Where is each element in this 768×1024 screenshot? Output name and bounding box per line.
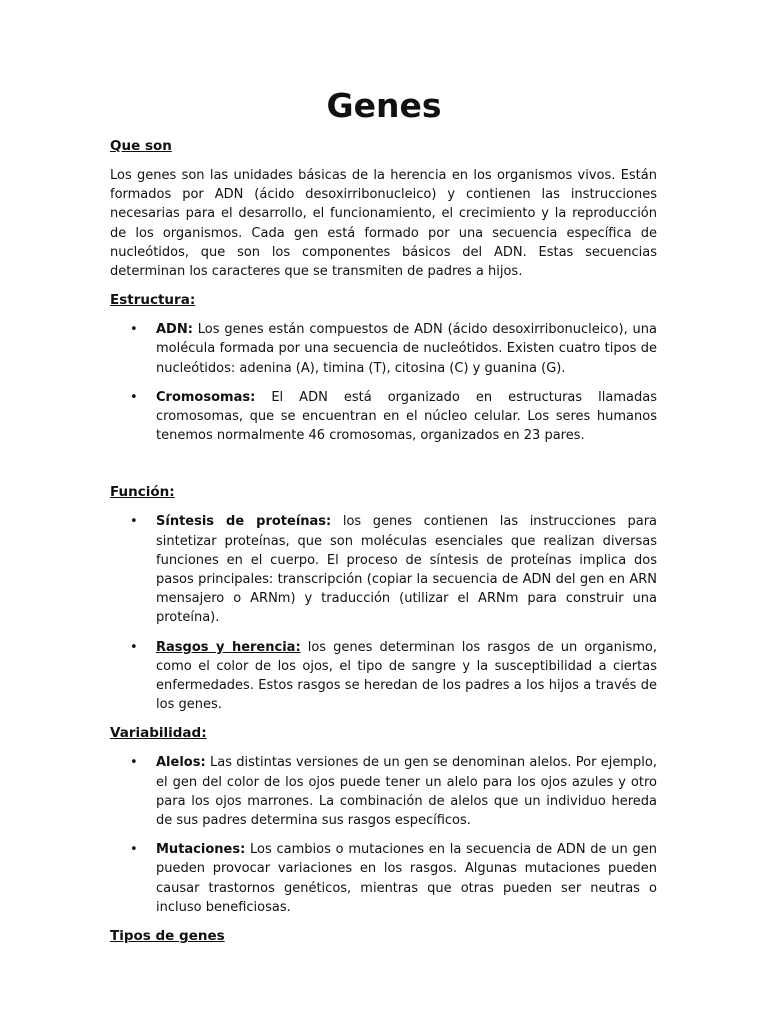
section-heading-variabilidad: Variabilidad: [110,725,207,742]
section-heading-funcion: Función: [110,484,175,501]
bullet-icon: • [130,389,138,405]
section-heading-tipos: Tipos de genes [110,928,225,945]
section-heading-estructura: Estructura: [110,292,196,309]
bullet-icon: • [130,514,138,530]
estructura-list [110,320,657,445]
document-body [110,137,657,946]
item-text-alelos: Las distintas versiones de un gen se denominan alelos. Por ejemplo, el gen del color de los ojos puede tener un alelo para los ojos azules y otro para los ojos marrones. La combinación de alelos que un individuo hereda de sus padres determina sus rasgos específicos. [156,755,657,829]
item-text-cromosomas: El ADN está organizado en estructuras llamadas cromosomas, que se encuentran en el núcleo celular. Los seres humanos tenemos normalmente 46 cromosomas, organizados en 23 pares. [156,389,657,444]
bullet-icon: • [130,755,138,771]
term-alelos: Alelos: [156,755,206,771]
item-text-adn: Los genes están compuestos de ADN (ácido desoxirribonucleico), una molécula formada por una secuencia de nucleótidos. Existen cuatro tipos de nucleótidos: adenina (A), timina (T), citosina (C) y guanina (G). [156,322,657,376]
bullet-icon: • [130,639,138,655]
funcion-list [110,512,657,714]
list-item-rasgos [110,638,657,715]
term-rasgos: Rasgos y herencia: [156,639,301,655]
section-heading-que-son: Que son [110,138,172,154]
bullet-icon: • [130,842,138,858]
item-text-mutaciones: Los cambios o mutaciones en la secuencia de ADN de un gen pueden provocar variaciones en los rasgos. Algunas mutaciones pueden causar trastornos genéticos, mientras que otras pueden ser neutras o incluso beneficiosas. [156,842,657,915]
intro-paragraph: Los genes son las unidades básicas de la herencia en los organismos vivos. Están formados por ADN (ácido desoxirribonucleico) y contienen las instrucciones necesarias para el desarrollo, el funcionamiento, el crecimiento y la reproducción de los organismos. Cada gen está formado por una secuencia específica de nucleótidos, que son los componentes básicos del ADN. Estas secuencias determinan los caracteres que se transmiten de padres a hijos. [110,168,657,280]
item-text-sintesis: los genes contienen las instrucciones para sintetizar proteínas, que son moléculas esenciales que realizan diversas funciones en el cuerpo. El proceso de síntesis de proteínas implica dos pasos principales: transcripción (copiar la secuencia de ADN del gen en ARN mensajero o ARNm) y traducción (utilizar el ARNm para construir una proteína). [156,514,657,626]
list-item-sintesis [110,512,657,627]
list-item-mutaciones [110,840,657,917]
list-item-adn [110,320,657,378]
list-item-alelos [110,753,657,830]
list-item-cromosomas [110,388,657,446]
variabilidad-list [110,753,657,917]
bullet-icon: • [130,322,138,338]
term-adn: ADN: [156,322,193,338]
term-cromosomas: Cromosomas: [156,389,256,405]
term-sintesis: Síntesis de proteínas: [156,514,332,530]
document-title: Genes [326,86,442,125]
term-mutaciones: Mutaciones: [156,842,246,858]
item-text-rasgos: los genes determinan los rasgos de un organismo, como el color de los ojos, el tipo de sangre y la susceptibilidad a ciertas enfermedades. Estos rasgos se heredan de los padres a los hijos a través de los genes. [156,639,657,713]
